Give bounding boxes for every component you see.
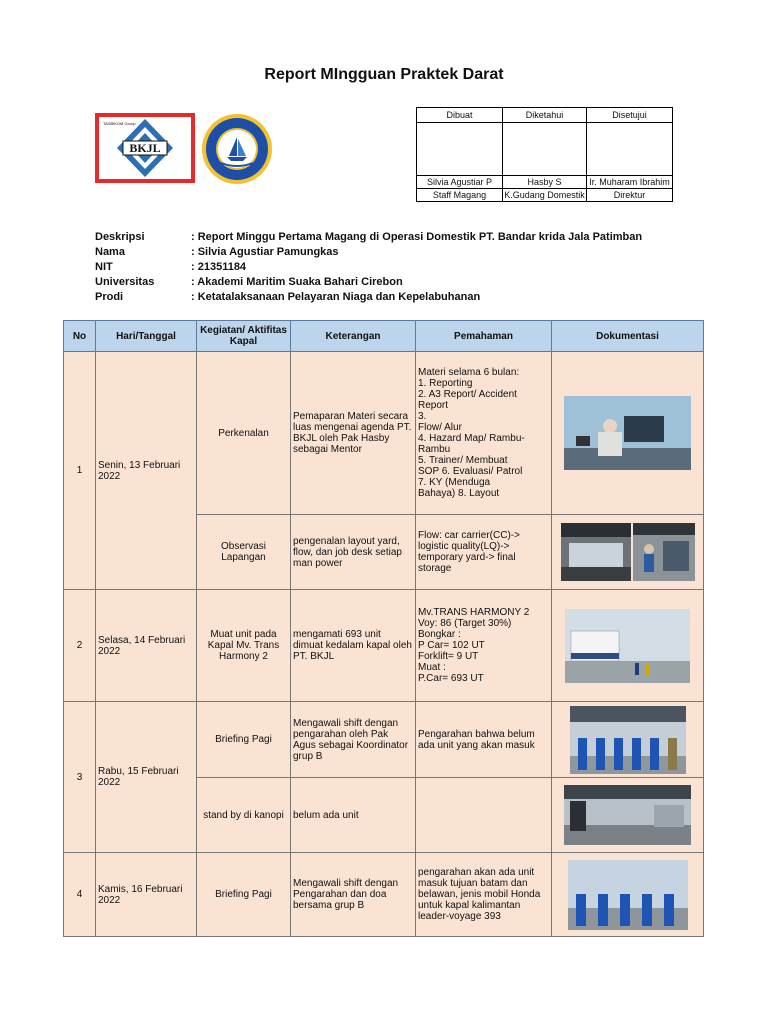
- svg-text:BKJL: BKJL: [129, 141, 161, 155]
- table-row: [64, 352, 704, 515]
- col-header-activity: Kegiatan/ Aktifitas Kapal: [197, 321, 291, 352]
- row-pemahaman: Pengarahan bahwa belum ada unit yang akan masuk: [416, 702, 552, 778]
- office-photo-icon: [564, 396, 691, 470]
- signature-box: [587, 123, 673, 176]
- row-no: 3: [64, 702, 96, 853]
- info-label: Deskripsi: [95, 231, 145, 243]
- row-photo: [552, 778, 704, 853]
- row-date: Senin, 13 Februari 2022: [96, 352, 197, 590]
- approval-name: Hasby S: [503, 176, 587, 189]
- row-keterangan: Mengawali shift dengan Pengarahan dan doa bersama grup B: [291, 853, 416, 937]
- bkjl-logo: [95, 113, 195, 183]
- info-label: Prodi: [95, 291, 124, 303]
- info-label: Nama: [95, 246, 125, 258]
- approval-role: Direktur: [587, 189, 673, 202]
- bkjl-diamond-icon: [99, 117, 191, 179]
- row-pemahaman: [416, 778, 552, 853]
- info-universitas: : Akademi Maritim Suaka Bahari Cirebon: [191, 276, 403, 288]
- info-nit: : 21351184: [191, 261, 247, 273]
- approval-role: K.Gudang Domestik: [504, 190, 585, 200]
- row-pemahaman: pengarahan akan ada unit masuk tujuan batam dan belawan, jenis mobil Honda untuk kapal kalimantan leader-voyage 393: [416, 853, 552, 937]
- row-activity: Briefing Pagi: [197, 853, 291, 937]
- row-keterangan: belum ada unit: [291, 778, 416, 853]
- row-keterangan: mengamati 693 unit dimuat kedalam kapal oleh PT. BKJL: [291, 590, 416, 702]
- table-row: [64, 702, 704, 778]
- briefing-photo-icon: [568, 860, 688, 930]
- approval-header: Disetujui: [587, 108, 673, 123]
- info-label: NIT: [95, 261, 113, 273]
- yard-photo-icon: [633, 523, 695, 581]
- row-activity: Muat unit pada Kapal Mv. Trans Harmony 2: [197, 590, 291, 702]
- col-header-keterangan: Keterangan: [291, 321, 416, 352]
- row-photo: [552, 590, 704, 702]
- row-activity: stand by di kanopi: [197, 778, 291, 853]
- signature-box: [417, 123, 503, 176]
- row-no: 4: [64, 853, 96, 937]
- activity-table: [63, 320, 704, 937]
- approval-name: Silvia Agustiar P: [417, 176, 503, 189]
- row-keterangan: pengenalan layout yard, flow, dan job desk setiap man power: [291, 515, 416, 590]
- row-date: Kamis, 16 Februari 2022: [96, 853, 197, 937]
- col-header-pemahaman: Pemahaman: [416, 321, 552, 352]
- svg-text:TASBIKOM Group: TASBIKOM Group: [103, 121, 136, 126]
- info-label: Universitas: [95, 276, 155, 288]
- row-keterangan: Mengawali shift dengan pengarahan oleh Pak Agus sebagai Koordinator grup B: [291, 702, 416, 778]
- info-deskripsi: : Report Minggu Pertama Magang di Operasi Domestik PT. Bandar krida Jala Patimban: [191, 231, 643, 243]
- row-pemahaman: Flow: car carrier(CC)-> logistic quality(LQ)-> temporary yard-> final storage: [416, 515, 552, 590]
- row-date: Rabu, 15 Februari 2022: [96, 702, 197, 853]
- canopy-photo-icon: [564, 785, 691, 845]
- info-nama: : Silvia Agustiar Pamungkas: [191, 246, 339, 258]
- row-activity: Briefing Pagi: [197, 702, 291, 778]
- row-keterangan: Pemaparan Materi secara luas mengenai agenda PT. BKJL oleh Pak Hasby sebagai Mentor: [291, 352, 416, 515]
- info-block: [95, 230, 642, 305]
- row-activity: Observasi Lapangan: [197, 515, 291, 590]
- approval-header: Dibuat: [417, 108, 503, 123]
- approval-name: Ir. Muharam Ibrahim: [587, 176, 673, 189]
- row-no: 2: [64, 590, 96, 702]
- row-photo: [552, 352, 704, 515]
- info-prodi: : Ketatalaksanaan Pelayaran Niaga dan Kepelabuhanan: [191, 291, 481, 303]
- briefing-photo-icon: [570, 706, 686, 774]
- row-photo: [552, 853, 704, 937]
- yard-photo-icon: [561, 523, 631, 581]
- row-activity: Perkenalan: [197, 352, 291, 515]
- ship-photo-icon: [565, 609, 690, 683]
- row-photo: [552, 515, 704, 590]
- akademi-maritim-seal-icon: [201, 113, 273, 185]
- row-pemahaman: Mv.TRANS HARMONY 2 Voy: 86 (Target 30%) Bongkar : P Car= 102 UT Forklift= 9 UT Muat : P.Car= 693 UT: [416, 590, 552, 702]
- approval-role: Staff Magang: [417, 189, 503, 202]
- table-row: [64, 853, 704, 937]
- row-photo: [552, 702, 704, 778]
- col-header-no: No: [64, 321, 96, 352]
- table-row: [64, 590, 704, 702]
- approval-table: [416, 107, 673, 202]
- col-header-date: Hari/Tanggal: [96, 321, 197, 352]
- page-title: Report MIngguan Praktek Darat: [264, 66, 504, 83]
- row-no: 1: [64, 352, 96, 590]
- col-header-dokumentasi: Dokumentasi: [552, 321, 704, 352]
- row-pemahaman: Materi selama 6 bulan: 1. Reporting 2. A3 Report/ Accident Report 3. Flow/ Alur 4. Hazard Map/ Rambu-Rambu 5. Trainer/ Membuat SOP 6. Evaluasi/ Patrol 7. KY (Menduga Bahaya) 8. Layout: [416, 352, 552, 515]
- signature-box: [503, 123, 587, 176]
- approval-header: Diketahui: [503, 108, 587, 123]
- row-date: Selasa, 14 Februari 2022: [96, 590, 197, 702]
